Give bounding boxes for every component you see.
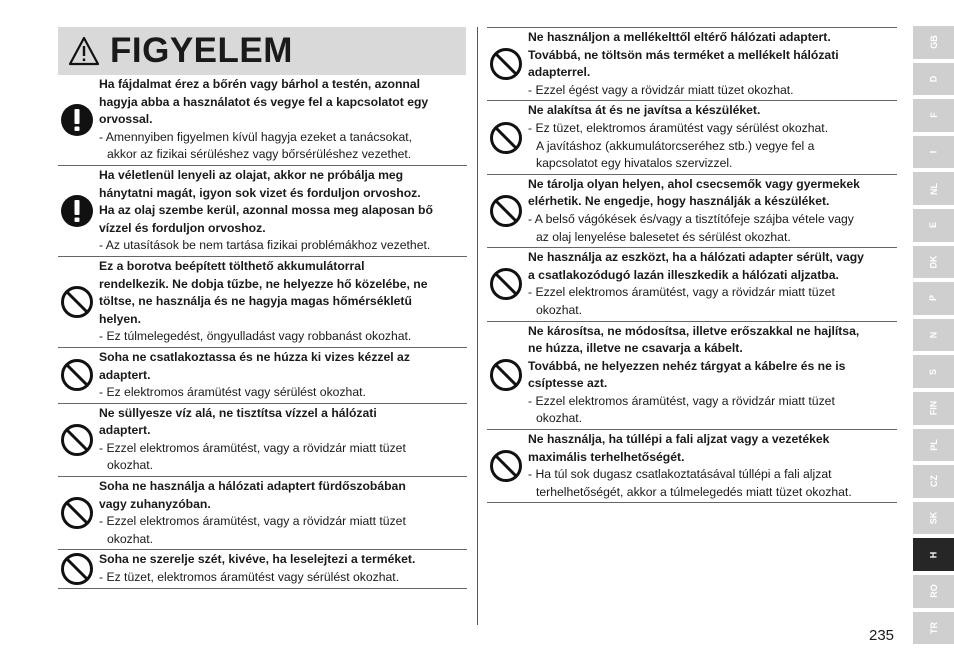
language-tab-label: I	[928, 150, 939, 154]
left-column	[58, 75, 467, 589]
warning-statement: helyen.	[99, 311, 141, 326]
column-divider	[477, 27, 478, 625]
prohibited-icon	[489, 267, 523, 301]
warning-statement: Ne használja, ha túllépi a fali aljzat vagy a vezetékek	[528, 432, 830, 447]
warning-statement: Ez a borotva beépített tölthető akkumulátorral	[99, 258, 365, 273]
language-tab-fin[interactable]	[913, 392, 954, 425]
prohibited-icon	[60, 496, 94, 530]
language-tab-label: TR	[928, 621, 939, 634]
item-icon-cell	[58, 75, 99, 165]
language-tab-n[interactable]	[913, 319, 954, 352]
warning-statement: vízzel és forduljon orvoshoz.	[99, 220, 266, 235]
prohibited-icon	[60, 552, 94, 586]
language-tab-pl[interactable]	[913, 429, 954, 462]
item-text	[99, 550, 467, 587]
warning-item	[487, 101, 897, 174]
warning-statement: Ne használjon a mellékelttől eltérő hálózati adaptert.	[528, 30, 831, 44]
item-text	[99, 257, 467, 347]
warning-item	[58, 477, 467, 550]
consequence-note: - Ez elektromos áramütést vagy sérülést okozhat.	[99, 385, 366, 400]
warning-statement: hagyja abba a használatot és vegye fel a kapcsolatot egy	[99, 94, 429, 109]
item-icon-cell	[58, 404, 99, 476]
prohibited-icon	[489, 121, 523, 155]
prohibited-icon	[489, 449, 523, 483]
language-tab-label: GB	[928, 35, 939, 50]
mandatory-icon	[60, 194, 94, 228]
language-tab-sk[interactable]	[913, 502, 954, 535]
item-icon-cell	[58, 477, 99, 549]
warning-item	[58, 257, 467, 348]
consequence-note: - Ezzel elektromos áramütést, vagy a rövidzár miatt tüzet	[528, 285, 835, 300]
warning-statement: Ne károsítsa, ne módosítsa, illetve erőszakkal ne hajlítsa,	[528, 323, 860, 338]
warning-statement: adaptert.	[99, 423, 151, 438]
language-tab-f[interactable]	[913, 99, 954, 132]
warning-statement: Soha ne csatlakoztassa és ne húzza ki vizes kézzel az	[99, 349, 410, 364]
item-icon-cell	[487, 248, 528, 320]
consequence-note: terhelhetőségét, akkor a túlmelegedés miatt tüzet okozhat.	[536, 484, 852, 499]
consequence-note: - Ez túlmelegedést, öngyulladást vagy robbanást okozhat.	[99, 329, 412, 344]
prohibited-icon	[489, 358, 523, 392]
consequence-note: - Ezzel elektromos áramütést, vagy a rövidzár miatt tüzet	[99, 440, 406, 455]
item-icon-cell	[58, 166, 99, 256]
consequence-note: okozhat.	[107, 531, 154, 546]
language-tab-label: CZ	[928, 475, 939, 488]
warning-statement: Ne használja az eszközt, ha a hálózati adapter sérült, vagy	[528, 250, 864, 265]
language-tab-h[interactable]	[913, 538, 954, 571]
language-tab-label: SK	[928, 511, 939, 525]
consequence-note: - Ez tüzet, elektromos áramütést vagy sérülést okozhat.	[99, 570, 400, 585]
page-number: 235	[869, 627, 895, 644]
warning-item	[58, 550, 467, 588]
warning-statement: maximális terhelhetőségét.	[528, 449, 685, 464]
consequence-note: kapcsolatot egy hivatalos szervizzel.	[536, 156, 733, 171]
item-text	[528, 28, 897, 100]
consequence-note: akkor az fizikai sérüléshez vagy bőrsérüléshez vezethet.	[107, 147, 412, 162]
language-tab-e[interactable]	[913, 209, 954, 242]
warning-statement: Ne süllyesze víz alá, ne tisztítsa vízzel a hálózati	[99, 405, 377, 420]
consequence-note: - Ha túl sok dugasz csatlakoztatásával túllépi a fali aljzat	[528, 467, 832, 482]
consequence-note: - Ez tüzet, elektromos áramütést vagy sérülést okozhat.	[528, 120, 829, 135]
item-text	[528, 248, 897, 320]
warning-statement: orvossal.	[99, 112, 153, 127]
item-text	[99, 348, 467, 403]
warning-statement: rendelkezik. Ne dobja tűzbe, ne helyezze hő közelébe, ne	[99, 276, 428, 291]
language-tab-label: RO	[928, 584, 939, 598]
warning-statement: adaptert.	[99, 367, 151, 382]
prohibited-icon	[60, 358, 94, 392]
warning-statement: töltse, ne használja és ne hagyja magas hőmérsékletű	[99, 294, 412, 309]
item-text	[99, 166, 467, 256]
prohibited-icon	[489, 47, 523, 81]
language-tab-label: D	[928, 75, 939, 83]
warning-header	[58, 27, 466, 75]
language-tab-cz[interactable]	[913, 465, 954, 498]
language-tab-d[interactable]	[913, 63, 954, 96]
consequence-note: - Ezzel elektromos áramütést, vagy a rövidzár miatt tüzet	[528, 393, 835, 408]
item-icon-cell	[487, 430, 528, 502]
warning-item	[58, 75, 467, 166]
warning-statement: adapterrel.	[528, 65, 591, 80]
language-tab-label: N	[928, 331, 939, 339]
item-icon-cell	[58, 348, 99, 403]
language-tab-label: FIN	[928, 400, 939, 416]
language-tab-label: F	[928, 112, 939, 119]
warning-statement: Ne alakítsa át és ne javítsa a készüléket.	[528, 103, 761, 118]
item-icon-cell	[487, 322, 528, 430]
language-tab-dk[interactable]	[913, 246, 954, 279]
language-tabs	[913, 26, 954, 648]
item-icon-cell	[487, 175, 528, 247]
warning-item	[487, 322, 897, 431]
right-column	[487, 27, 897, 503]
warning-triangle-icon	[68, 36, 100, 66]
warning-statement: Továbbá, ne helyezzen nehéz tárgyat a kábelre és ne is	[528, 358, 846, 373]
mandatory-icon	[60, 103, 94, 137]
language-tab-label: P	[928, 295, 939, 302]
item-text	[99, 477, 467, 549]
consequence-note: A javításhoz (akkumulátorcseréhez stb.) vegye fel a	[536, 138, 815, 153]
language-tab-i[interactable]	[913, 136, 954, 169]
language-tab-ro[interactable]	[913, 575, 954, 608]
consequence-note: - Ezzel elektromos áramütést, vagy a rövidzár miatt tüzet	[99, 514, 406, 529]
warning-item	[58, 404, 467, 477]
warning-statement: Ha az olaj szembe kerül, azonnal mossa meg alaposan bő	[99, 203, 433, 218]
language-tab-label: DK	[928, 255, 939, 269]
language-tab-label: H	[928, 551, 939, 558]
prohibited-icon	[60, 423, 94, 457]
item-text	[528, 430, 897, 502]
warning-item	[58, 166, 467, 257]
item-text	[99, 75, 467, 165]
language-tab-p[interactable]	[913, 282, 954, 315]
language-tab-label: NL	[928, 182, 939, 195]
warning-statement: Soha ne szerelje szét, kivéve, ha leselejtezi a terméket.	[99, 552, 416, 567]
consequence-note: - Ezzel égést vagy a rövidzár miatt tüzet okozhat.	[528, 82, 794, 97]
warning-item	[487, 248, 897, 321]
consequence-note: okozhat.	[107, 458, 154, 473]
consequence-note: az olaj lenyelése balesetet és sérülést okozhat.	[536, 229, 791, 244]
warning-statement: Továbbá, ne töltsön más terméket a mellékelt hálózati	[528, 47, 839, 62]
consequence-note: - Az utasítások be nem tartása fizikai problémákhoz vezethet.	[99, 238, 431, 253]
consequence-note: - A belső vágókések és/vagy a tisztítófeje szájba vétele vagy	[528, 211, 854, 226]
warning-statement: vagy zuhanyzóban.	[99, 496, 211, 511]
warning-item	[487, 27, 897, 101]
warning-statement: elérhetik. Ne engedje, hogy használják a készüléket.	[528, 194, 830, 209]
warning-item	[487, 175, 897, 248]
warning-statement: Ha véletlenül lenyeli az olajat, akkor ne próbálja meg	[99, 167, 404, 182]
warning-statement: a csatlakozódugó lazán illeszkedik a hálózati aljzatba.	[528, 267, 839, 282]
item-text	[528, 175, 897, 247]
language-tab-label: PL	[928, 439, 939, 451]
language-tab-tr[interactable]	[913, 612, 954, 645]
consequence-note: okozhat.	[536, 411, 583, 426]
item-text	[528, 322, 897, 430]
language-tab-label: E	[928, 222, 939, 229]
language-tab-gb[interactable]	[913, 26, 954, 59]
warning-statement: Ha fájdalmat érez a bőrén vagy bárhol a testén, azonnal	[99, 77, 421, 91]
consequence-note: okozhat.	[536, 302, 583, 317]
warning-statement: hánytatni magát, igyon sok vizet és forduljon orvoshoz.	[99, 185, 421, 200]
warning-item	[58, 348, 467, 404]
language-tab-label: S	[928, 368, 939, 375]
language-tab-nl[interactable]	[913, 172, 954, 205]
item-text	[99, 404, 467, 476]
prohibited-icon	[60, 285, 94, 319]
warning-statement: ne húzza, illetve ne csavarja a kábelt.	[528, 341, 743, 356]
consequence-note: - Amennyiben figyelmen kívül hagyja ezeket a tanácsokat,	[99, 129, 412, 144]
item-icon-cell	[58, 550, 99, 587]
warning-statement: Ne tárolja olyan helyen, ahol csecsemők vagy gyermekek	[528, 176, 860, 191]
prohibited-icon	[489, 194, 523, 228]
warning-statement: Soha ne használja a hálózati adaptert fürdőszobában	[99, 479, 406, 494]
item-icon-cell	[487, 101, 528, 173]
language-tab-s[interactable]	[913, 355, 954, 388]
item-text	[528, 101, 897, 173]
warning-item	[487, 430, 897, 503]
page-title: FIGYELEM	[110, 31, 293, 70]
item-icon-cell	[58, 257, 99, 347]
warning-statement: csíptesse azt.	[528, 376, 608, 391]
item-icon-cell	[487, 28, 528, 100]
